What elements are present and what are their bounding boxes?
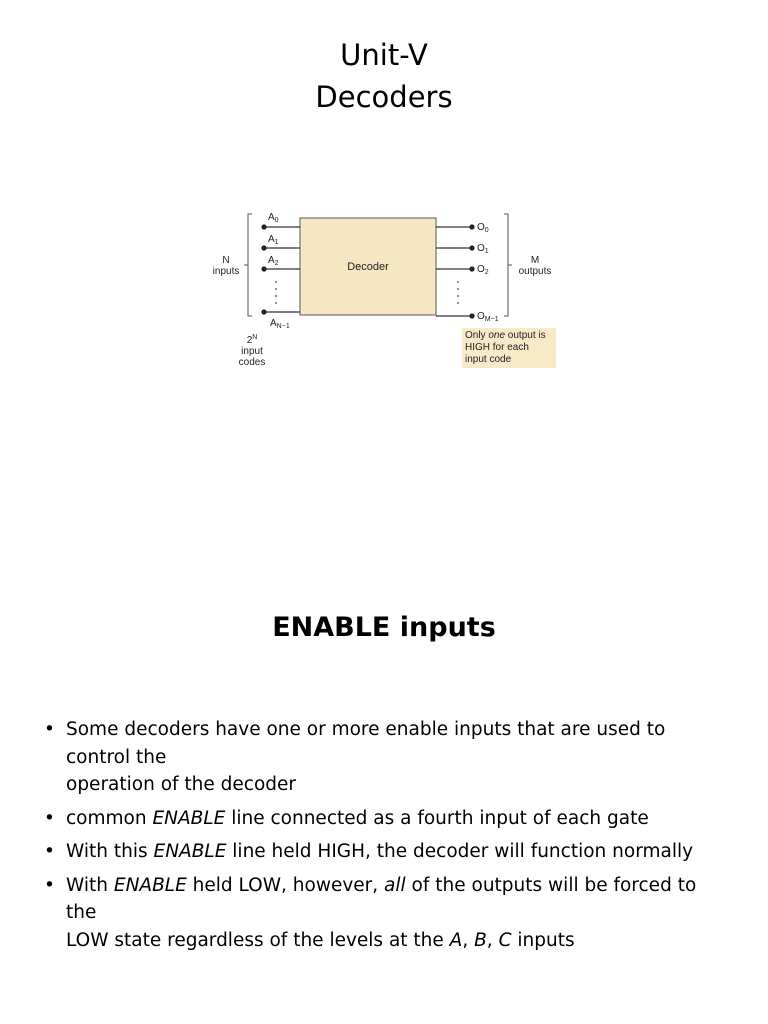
outputs-brace	[504, 214, 508, 316]
only-one-output-note: Only one output is HIGH for each input code	[462, 328, 556, 368]
input-codes-label: $2^N$ input codes	[238, 334, 266, 368]
bullet-line: With this ENABLE line held HIGH, the decoder will function normally	[66, 841, 694, 862]
slide-title-unit: Unit-V	[340, 38, 428, 72]
bullet-line: the	[66, 902, 97, 923]
bullet-item	[42, 805, 742, 833]
output-label-om-1: $O_{M-1}$	[477, 311, 499, 323]
decoder-block-diagram	[200, 208, 560, 378]
input-label-a2: $A_2$	[268, 255, 279, 267]
bullet-item	[42, 872, 742, 955]
bullet-dot-icon: •	[44, 807, 55, 829]
m-outputs-label: M outputs	[518, 255, 552, 277]
bullet-line: common ENABLE line connected as a fourth input of each gate	[66, 807, 649, 829]
bullet-dot-icon: •	[44, 841, 55, 862]
bullet-line: With ENABLE held LOW, however, all of the outputs will be forced to	[66, 874, 697, 896]
output-label-o1: $O_1$	[477, 243, 489, 255]
decoder-box-label: Decoder	[347, 261, 389, 273]
bullet-dot-icon: •	[44, 874, 55, 896]
inputs-brace	[248, 214, 252, 316]
bullet-line: operation of the decoder	[66, 774, 297, 795]
section-heading: ENABLE inputs	[272, 612, 496, 643]
input-label-a0: $A_0$	[268, 212, 279, 224]
bullet-line: control the	[66, 746, 167, 768]
bullet-line: LOW state regardless of the levels at the A, B, C inputs	[66, 929, 575, 951]
n-inputs-label: N inputs	[212, 255, 240, 277]
output-label-o2: $O_2$	[477, 264, 489, 276]
output-label-o0: $O_0$	[477, 222, 489, 234]
bullet-line: Some decoders have one or more enable inputs that are used to	[66, 719, 666, 740]
enable-bullet-list	[42, 716, 742, 960]
input-label-an-1: $A_{N-1}$	[270, 318, 290, 330]
bullet-item	[42, 716, 742, 799]
bullet-item	[42, 838, 742, 866]
slide-title-topic: Decoders	[315, 80, 453, 114]
input-label-a1: $A_1$	[268, 234, 279, 246]
bullet-dot-icon: •	[44, 719, 55, 740]
output-lines	[436, 224, 475, 318]
